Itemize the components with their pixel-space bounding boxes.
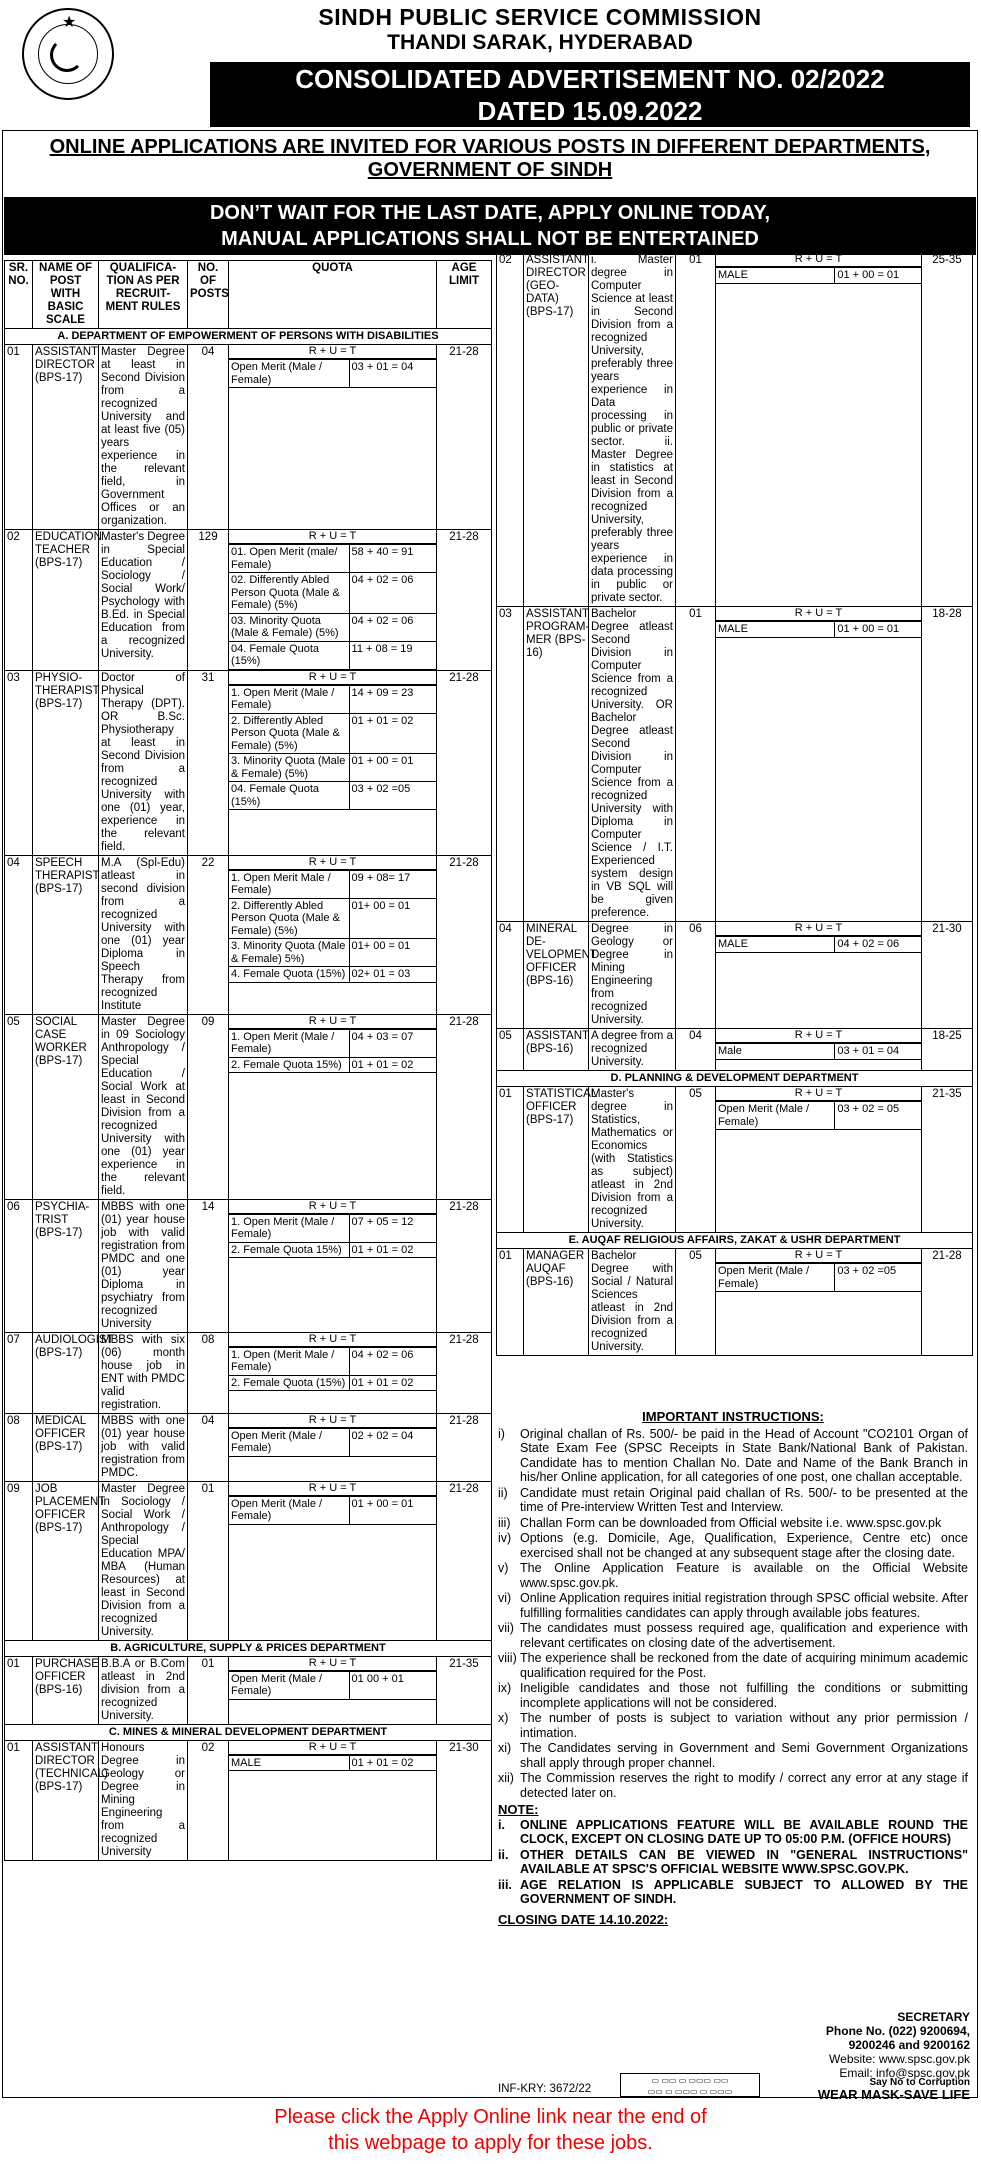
corruption-slogan: Say No to Corruption WEAR MASK-SAVE LIFE	[817, 2077, 970, 2102]
quota-value: 01 + 00 = 01	[835, 268, 921, 284]
instruction-item: viii) The experience shall be reckoned from the date of acquiring minimum academic qualification required for the Post.	[498, 1651, 968, 1680]
department-heading: D. PLANNING & DEVELOPMENT DEPARTMENT	[497, 1071, 973, 1087]
row-age: 21-28	[437, 1481, 492, 1640]
row-age: 25-35	[922, 253, 973, 607]
row-sr: 04	[497, 922, 524, 1029]
quota-value: 11 + 08 = 19	[349, 641, 436, 669]
quota-row	[716, 1264, 921, 1292]
quota-rule: R + U = T	[716, 253, 921, 267]
row-age: 21-28	[437, 345, 492, 530]
quota-value: 02+ 01 = 03	[349, 967, 436, 983]
important-instructions	[498, 1410, 968, 1927]
table-row	[5, 1740, 492, 1860]
row-qualification: Master's Degree in Special Education / Sociology / Social Work/ Psychology with B.Ed. in Special Education from a recognized University.	[99, 530, 188, 671]
quota-category: MALE	[716, 622, 835, 638]
quota-value: 04 + 02 = 06	[835, 937, 921, 953]
row-posts: 01	[676, 253, 716, 607]
row-age: 21-35	[922, 1087, 973, 1233]
row-age: 21-30	[437, 1740, 492, 1860]
spsc-logo-icon: ★	[22, 8, 114, 100]
quota-category: Open Merit (Male / Female)	[229, 1671, 349, 1699]
quota-category: Male	[716, 1044, 835, 1060]
row-age: 21-35	[437, 1656, 492, 1724]
row-posts: 09	[188, 1014, 229, 1199]
instruction-item: iv) Options (e.g. Domicile, Age, Qualification, Experience, Centre etc) once exercised shall not be changed at any subsequent stage after the closing date.	[498, 1531, 968, 1560]
row-quota	[229, 855, 437, 1014]
department-heading: B. AGRICULTURE, SUPPLY & PRICES DEPARTMENT	[5, 1640, 492, 1656]
quota-row	[229, 1671, 436, 1699]
row-quota	[716, 253, 922, 607]
row-qualification: MBBS with one (01) year house job with valid registration from PMDC.	[99, 1413, 188, 1481]
secretary-title: SECRETARY	[897, 2010, 970, 2024]
row-post: STATISTICAL OFFICER (BPS-17)	[524, 1087, 589, 1233]
quota-value: 58 + 40 = 91	[349, 545, 436, 573]
quota-value: 01+ 00 = 01	[349, 939, 436, 967]
row-sr: 05	[5, 1014, 33, 1199]
quota-value: 01+ 00 = 01	[349, 898, 436, 939]
row-post: MINERAL DE-VELOPMENT OFFICER (BPS-16)	[524, 922, 589, 1029]
quota-value: 01 + 00 = 01	[349, 1496, 436, 1524]
row-quota	[716, 922, 922, 1029]
row-sr: 02	[5, 530, 33, 671]
instruction-item: iii) Challan Form can be downloaded from Official website i.e. www.spsc.gov.pk	[498, 1515, 942, 1530]
quota-category: MALE	[716, 937, 835, 953]
row-posts: 05	[676, 1249, 716, 1356]
quota-value: 01 + 01 = 02	[349, 1057, 436, 1073]
quota-value: 03 + 02 =05	[349, 782, 436, 810]
row-qualification: M.A (Spl-Edu) atleast in second division from a recognized University with one (01) year Diploma in Speech Therapy from recognized Institute	[99, 855, 188, 1014]
row-sr: 07	[5, 1332, 33, 1413]
row-post: PHYSIO-THERAPIST (BPS-17)	[33, 670, 99, 855]
inf-number: INF-KRY: 3672/22	[498, 2083, 592, 2095]
row-sr: 03	[5, 670, 33, 855]
instructions-list	[498, 1427, 968, 1801]
notes-list	[498, 1818, 968, 1907]
quota-category: 3. Minority Quota (Male & Female) (5%)	[229, 754, 349, 782]
row-age: 21-28	[437, 1014, 492, 1199]
row-sr: 06	[5, 1199, 33, 1332]
quota-value: 07 + 05 = 12	[349, 1214, 436, 1242]
department-heading: A. DEPARTMENT OF EMPOWERMENT OF PERSONS WITH DISABILITIES	[5, 329, 492, 345]
quota-value: 01 00 + 01	[349, 1671, 436, 1699]
row-qualification: MBBS with one (01) year house job with valid registration from PMDC and one (01) year Diploma in psychiatry from recognized University	[99, 1199, 188, 1332]
quota-category: 2. Female Quota 15%)	[229, 1057, 349, 1073]
row-posts: 08	[188, 1332, 229, 1413]
quota-value: 04 + 02 = 06	[349, 573, 436, 614]
quota-rule: R + U = T	[229, 1482, 436, 1496]
urdu-stamp-icon: ▭ ▭▭ ▭ ▭▭▭ ▭▭ ▭▭ ▭ ▭▭▭ ▭ ▭▭▭	[620, 2073, 760, 2097]
row-qualification: Honours Degree in Geology or Degree in Mining Engineering from a recognized University	[99, 1740, 188, 1860]
row-post: PURCHASE OFFICER (BPS-16)	[33, 1656, 99, 1724]
quota-value: 01 + 00 = 01	[349, 754, 436, 782]
quota-category: 04. Female Quota (15%)	[229, 641, 349, 669]
quota-row	[716, 622, 921, 638]
row-posts: 02	[188, 1740, 229, 1860]
row-sr: 04	[5, 855, 33, 1014]
quota-rule: R + U = T	[229, 1414, 436, 1428]
invitation-heading: ONLINE APPLICATIONS ARE INVITED FOR VARIOUS POSTS IN DIFFERENT DEPARTMENTS, GOVERNMENT OF SINDH	[49, 136, 931, 181]
table-row	[497, 607, 973, 922]
quota-value: 01 + 01 = 02	[349, 1375, 436, 1391]
row-quota	[716, 1029, 922, 1071]
row-qualification: MBBS with six (06) month house job in ENT with PMDC valid registration.	[99, 1332, 188, 1413]
quota-rule: R + U = T	[229, 1333, 436, 1347]
quota-row	[229, 754, 436, 782]
quota-rule: R + U = T	[229, 1657, 436, 1671]
row-sr: 05	[497, 1029, 524, 1071]
row-posts: 01	[676, 607, 716, 922]
row-quota	[229, 670, 437, 855]
apply-online-banner: DON’T WAIT FOR THE LAST DATE, APPLY ONLINE TODAY, MANUAL APPLICATIONS SHALL NOT BE ENTERTAINED	[4, 197, 976, 255]
row-post: MANAGER AUQAF (BPS-16)	[524, 1249, 589, 1356]
row-quota	[716, 607, 922, 922]
quota-category: 02. Differently Abled Person Quota (Male & Female) (5%)	[229, 573, 349, 614]
table-row	[497, 1029, 973, 1071]
row-post: PSYCHIA-TRIST (BPS-17)	[33, 1199, 99, 1332]
col-post: NAME OF POST WITH BASIC SCALE	[33, 261, 99, 329]
table-header-row	[5, 261, 492, 329]
row-age: 21-28	[437, 670, 492, 855]
quota-value: 01 + 01 = 02	[349, 1755, 436, 1771]
row-qualification: Doctor of Physical Therapy (DPT). OR B.Sc. Physiotherapy at least in Second Division from a recognized University with one (01) year, experience in the relevant field.	[99, 670, 188, 855]
row-quota	[716, 1087, 922, 1233]
quota-row	[229, 713, 436, 754]
instruction-item: xii) The Commission reserves the right to modify / correct any error at any stage if detected later on.	[498, 1771, 968, 1800]
row-post: MEDICAL OFFICER (BPS-17)	[33, 1413, 99, 1481]
quota-rule: R + U = T	[229, 530, 436, 544]
quota-rule: R + U = T	[716, 1087, 921, 1101]
row-posts: 04	[188, 1413, 229, 1481]
row-post: ASSISTANT DIRECTOR (GEO-DATA) (BPS-17)	[524, 253, 589, 607]
secretary-phone: Phone No. (022) 9200694,	[825, 2024, 970, 2038]
secretary-phone-2: 9200246 and 9200162	[848, 2038, 970, 2052]
quota-value: 09 + 08= 17	[349, 870, 436, 898]
quota-row	[716, 268, 921, 284]
quota-value: 03 + 02 = 05	[835, 1102, 921, 1130]
quota-value: 03 + 01 = 04	[835, 1044, 921, 1060]
row-qualification: i. Master degree in Computer Science at least in Second Division from a recognized University, preferably three years experience in Data processing in public or private sector. ii. Master Degree in statistics at least in Second Division from a recognized University, preferably three years experience in data processing in public or private sector.	[589, 253, 676, 607]
apply-online-notice[interactable]: Please click the Apply Online link near the end of this webpage to apply for these jobs.	[274, 2106, 707, 2154]
quota-row	[716, 1044, 921, 1060]
quota-row	[716, 1102, 921, 1130]
row-sr: 02	[497, 253, 524, 607]
quota-row	[229, 1755, 436, 1771]
quota-row	[229, 1496, 436, 1524]
quota-rule: R + U = T	[716, 1029, 921, 1043]
row-posts: 22	[188, 855, 229, 1014]
quota-row	[229, 1242, 436, 1258]
row-qualification: Degree in Geology or Degree in Mining Engineering from recognized University.	[589, 922, 676, 1029]
row-posts: 06	[676, 922, 716, 1029]
quota-value: 01 + 01 = 02	[349, 1242, 436, 1258]
quota-value: 03 + 02 =05	[835, 1264, 921, 1292]
row-posts: 129	[188, 530, 229, 671]
row-post: ASSISTANT PROGRAM-MER (BPS-16)	[524, 607, 589, 922]
table-row	[497, 922, 973, 1029]
quota-row	[229, 870, 436, 898]
table-row	[5, 855, 492, 1014]
quota-value: 03 + 01 = 04	[349, 360, 436, 388]
quota-row	[229, 898, 436, 939]
quota-category: Open Merit (Male / Female)	[716, 1264, 835, 1292]
quota-row	[229, 939, 436, 967]
instruction-item: i) Original challan of Rs. 500/- be paid in the Head of Account "CO2101 Organ of State Exam Fee (SPSC Receipts in State Bank/National Bank of Pakistan. Candidate has to mention Challan No. Date and Name of the Bank Branch in his/her Online application, for all categories of one post, one challan acceptable.	[498, 1426, 968, 1484]
row-sr: 01	[5, 345, 33, 530]
row-quota	[229, 1740, 437, 1860]
row-quota	[716, 1249, 922, 1356]
instructions-title: IMPORTANT INSTRUCTIONS:	[642, 1409, 824, 1424]
note-item: iii. AGE RELATION IS APPLICABLE SUBJECT TO ALLOWED BY THE GOVERNMENT OF SINDH.	[498, 1877, 968, 1906]
quota-category: 01. Open Merit (male/ Female)	[229, 545, 349, 573]
row-quota	[229, 345, 437, 530]
table-row	[5, 1332, 492, 1413]
department-heading: C. MINES & MINERAL DEVELOPMENT DEPARTMENT	[5, 1724, 492, 1740]
row-sr: 01	[497, 1249, 524, 1356]
row-post: ASSISTANT DIRECTOR (TECHNICAL) (BPS-17)	[33, 1740, 99, 1860]
quota-category: 1. Open Merit (Male / Female)	[229, 685, 349, 713]
jobs-table-right	[496, 252, 973, 1356]
quota-rule: R + U = T	[229, 1741, 436, 1755]
quota-category: 1. Open Merit (Male / Female)	[229, 1214, 349, 1242]
row-age: 21-28	[437, 855, 492, 1014]
quota-rule: R + U = T	[229, 345, 436, 359]
row-post: ASSISTANT DIRECTOR (BPS-17)	[33, 345, 99, 530]
quota-category: 4. Female Quota (15%)	[229, 967, 349, 983]
quota-category: 2. Female Quota 15%)	[229, 1242, 349, 1258]
row-quota	[229, 1199, 437, 1332]
instruction-item: ii) Candidate must retain Original paid challan of Rs. 500/- to be presented at the time of Pre-interview Written Test and Interview.	[498, 1485, 968, 1514]
note-item: i. ONLINE APPLICATIONS FEATURE WILL BE AVAILABLE ROUND THE CLOCK, EXCEPT ON CLOSING DATE UP TO 05:00 P.M. (OFFICE HOURS)	[498, 1817, 968, 1846]
row-age: 18-28	[922, 607, 973, 922]
quota-category: Open Merit (Male / Female)	[229, 1496, 349, 1524]
table-row	[5, 1014, 492, 1199]
row-qualification: B.B.A or B.Com atleast in 2nd division from a recognized University.	[99, 1656, 188, 1724]
quota-row	[229, 545, 436, 573]
row-qualification: A degree from a recognized University.	[589, 1029, 676, 1071]
row-age: 21-28	[437, 1413, 492, 1481]
org-address: THANDI SARAK, HYDERABAD	[387, 31, 693, 54]
quota-category: Open Merit (Male / Female)	[229, 1428, 349, 1456]
instruction-item: vii) The candidates must possess required age, qualification and experience with relevant certificates on closing date of the advertisement.	[498, 1621, 968, 1650]
quota-category: Open Merit (Male / Female)	[716, 1102, 835, 1130]
quota-rule: R + U = T	[229, 1015, 436, 1029]
row-age: 21-28	[437, 1199, 492, 1332]
quota-value: 02 + 02 = 04	[349, 1428, 436, 1456]
col-qualification: QUALIFICA- TION AS PER RECRUIT- MENT RULES	[99, 261, 188, 329]
quota-rule: R + U = T	[716, 1249, 921, 1263]
row-qualification: Bachelor Degree atleast Second Division in Computer Science from a recognized University. OR Bachelor Degree atleast Second Division in Computer Science from a recognized University with Diploma in Computer Science / I.T. Experienced system design in VB SQL will be given preference.	[589, 607, 676, 922]
row-age: 21-28	[922, 1249, 973, 1356]
table-row	[5, 345, 492, 530]
row-quota	[229, 1332, 437, 1413]
quota-row	[229, 1057, 436, 1073]
quota-category: 1. Open (Merit Male / Female)	[229, 1347, 349, 1375]
quota-rule: R + U = T	[716, 607, 921, 621]
instruction-item: ix) Ineligible candidates and those not fulfilling the conditions or submitting incomplete applications will not be considered.	[498, 1681, 968, 1710]
row-qualification: Master Degree in 09 Sociology Anthropology / Special Education / Social Work at least in Second Division from a recognized University with one (01) year experience in the relevant field.	[99, 1014, 188, 1199]
secretary-block	[760, 2010, 970, 2080]
instruction-item: vi) Online Application requires initial registration through SPSC official website. After fulfilling formalities candidates can apply through available jobs features.	[498, 1591, 968, 1620]
row-age: 18-25	[922, 1029, 973, 1071]
row-sr: 01	[497, 1087, 524, 1233]
row-age: 21-28	[437, 530, 492, 671]
advertisement-title: CONSOLIDATED ADVERTISEMENT NO. 02/2022 DATED 15.09.2022	[210, 62, 970, 127]
col-age: AGE LIMIT	[437, 261, 492, 329]
table-row	[5, 1481, 492, 1640]
note-title: NOTE:	[498, 1802, 539, 1817]
row-quota	[229, 530, 437, 671]
row-qualification: Bachelor Degree with Social / Natural Sciences atleast in 2nd Division from a recognized University.	[589, 1249, 676, 1356]
row-sr: 09	[5, 1481, 33, 1640]
row-sr: 08	[5, 1413, 33, 1481]
instruction-item: v) The Online Application Feature is available on the Official Website www.spsc.gov.pk.	[498, 1561, 968, 1590]
row-quota	[229, 1481, 437, 1640]
row-quota	[229, 1656, 437, 1724]
row-qualification: Master Degree at least in Second Division from a recognized University and at least five (05) years experience in the relevant field, in Government Offices or an organization.	[99, 345, 188, 530]
quota-row	[229, 967, 436, 983]
quota-row	[229, 1428, 436, 1456]
quota-value: 01 + 00 = 01	[835, 622, 921, 638]
quota-row	[229, 573, 436, 614]
row-posts: 04	[188, 345, 229, 530]
table-row	[497, 1249, 973, 1356]
row-sr: 03	[497, 607, 524, 922]
col-quota: QUOTA	[229, 261, 437, 329]
quota-category: 2. Female Quota (15%)	[229, 1375, 349, 1391]
table-row	[5, 1413, 492, 1481]
quota-rule: R + U = T	[229, 671, 436, 685]
row-posts: 05	[676, 1087, 716, 1233]
row-quota	[229, 1014, 437, 1199]
jobs-table-left	[4, 260, 492, 1861]
quota-value: 04 + 02 = 06	[349, 1347, 436, 1375]
quota-category: Open Merit (Male / Female)	[229, 360, 349, 388]
table-row	[5, 1656, 492, 1724]
row-age: 21-28	[437, 1332, 492, 1413]
quota-category: 2. Differently Abled Person Quota (Male & Female) (5%)	[229, 898, 349, 939]
row-post: JOB PLACEMENT OFFICER (BPS-17)	[33, 1481, 99, 1640]
row-sr: 01	[5, 1656, 33, 1724]
quota-row	[229, 782, 436, 810]
row-posts: 04	[676, 1029, 716, 1071]
instruction-item: xi) The Candidates serving in Government and Semi Government Organizations shall apply through proper channel.	[498, 1741, 968, 1770]
row-post: AUDIOLOGIST (BPS-17)	[33, 1332, 99, 1413]
table-row	[497, 253, 973, 607]
row-posts: 31	[188, 670, 229, 855]
quota-value: 01 + 01 = 02	[349, 713, 436, 754]
department-heading: E. AUQAF RELIGIOUS AFFAIRS, ZAKAT & USHR DEPARTMENT	[497, 1233, 973, 1249]
quota-category: 3. Minority Quota (Male & Female) 5%)	[229, 939, 349, 967]
quota-value: 14 + 09 = 23	[349, 685, 436, 713]
quota-row	[229, 1029, 436, 1057]
secretary-email: Email: info@spsc.gov.pk	[839, 2066, 970, 2080]
row-post: ASSISTANT (BPS-16)	[524, 1029, 589, 1071]
row-posts: 01	[188, 1656, 229, 1724]
table-row	[5, 670, 492, 855]
row-post: EDUCATION TEACHER (BPS-17)	[33, 530, 99, 671]
col-sr: SR. NO.	[5, 261, 33, 329]
quota-category: 04. Female Quota (15%)	[229, 782, 349, 810]
quota-rule: R + U = T	[229, 1200, 436, 1214]
quota-category: 1. Open Merit Male / Female)	[229, 870, 349, 898]
quota-row	[229, 1375, 436, 1391]
table-row	[5, 530, 492, 671]
quota-row	[229, 360, 436, 388]
row-age: 21-30	[922, 922, 973, 1029]
row-sr: 01	[5, 1740, 33, 1860]
row-qualification: Master Degree in Sociology / Social Work / Anthropology / Special Education MPA/ MBA (Human Resources) at least in Second Division from a recognized University.	[99, 1481, 188, 1640]
quota-row	[229, 685, 436, 713]
quota-row	[716, 937, 921, 953]
quota-category: 03. Minority Quota (Male & Female) (5%)	[229, 613, 349, 641]
quota-row	[229, 1347, 436, 1375]
quota-rule: R + U = T	[229, 856, 436, 870]
row-post: SOCIAL CASE WORKER (BPS-17)	[33, 1014, 99, 1199]
row-posts: 01	[188, 1481, 229, 1640]
note-item: ii. OTHER DETAILS CAN BE VIEWED IN "GENERAL INSTRUCTIONS" AVAILABLE AT SPSC'S OFFICIAL WEBSITE WWW.SPSC.GOV.PK.	[498, 1847, 968, 1876]
quota-category: MALE	[716, 268, 835, 284]
org-name: SINDH PUBLIC SERVICE COMMISSION	[318, 4, 762, 30]
row-post: SPEECH THERAPIST (BPS-17)	[33, 855, 99, 1014]
row-qualification: Master's degree in Statistics, Mathematics or Economics (with Statistics as subject) atleast in 2nd Division from a recognized University.	[589, 1087, 676, 1233]
table-row	[497, 1087, 973, 1233]
quota-row	[229, 1214, 436, 1242]
col-posts: NO. OF POSTS	[188, 261, 229, 329]
quota-row	[229, 641, 436, 669]
instruction-item: x) The number of posts is subject to variation without any prior permission / intimation.	[498, 1711, 968, 1740]
quota-value: 04 + 02 = 06	[349, 613, 436, 641]
secretary-website: Website: www.spsc.gov.pk	[829, 2052, 970, 2066]
closing-date: CLOSING DATE 14.10.2022:	[498, 1911, 669, 1927]
quota-category: MALE	[229, 1755, 349, 1771]
quota-rule: R + U = T	[716, 922, 921, 936]
quota-category: 2. Differently Abled Person Quota (Male & Female) (5%)	[229, 713, 349, 754]
quota-value: 04 + 03 = 07	[349, 1029, 436, 1057]
row-posts: 14	[188, 1199, 229, 1332]
row-quota	[229, 1413, 437, 1481]
quota-category: 1. Open Merit (Male / Female)	[229, 1029, 349, 1057]
table-row	[5, 1199, 492, 1332]
quota-row	[229, 613, 436, 641]
